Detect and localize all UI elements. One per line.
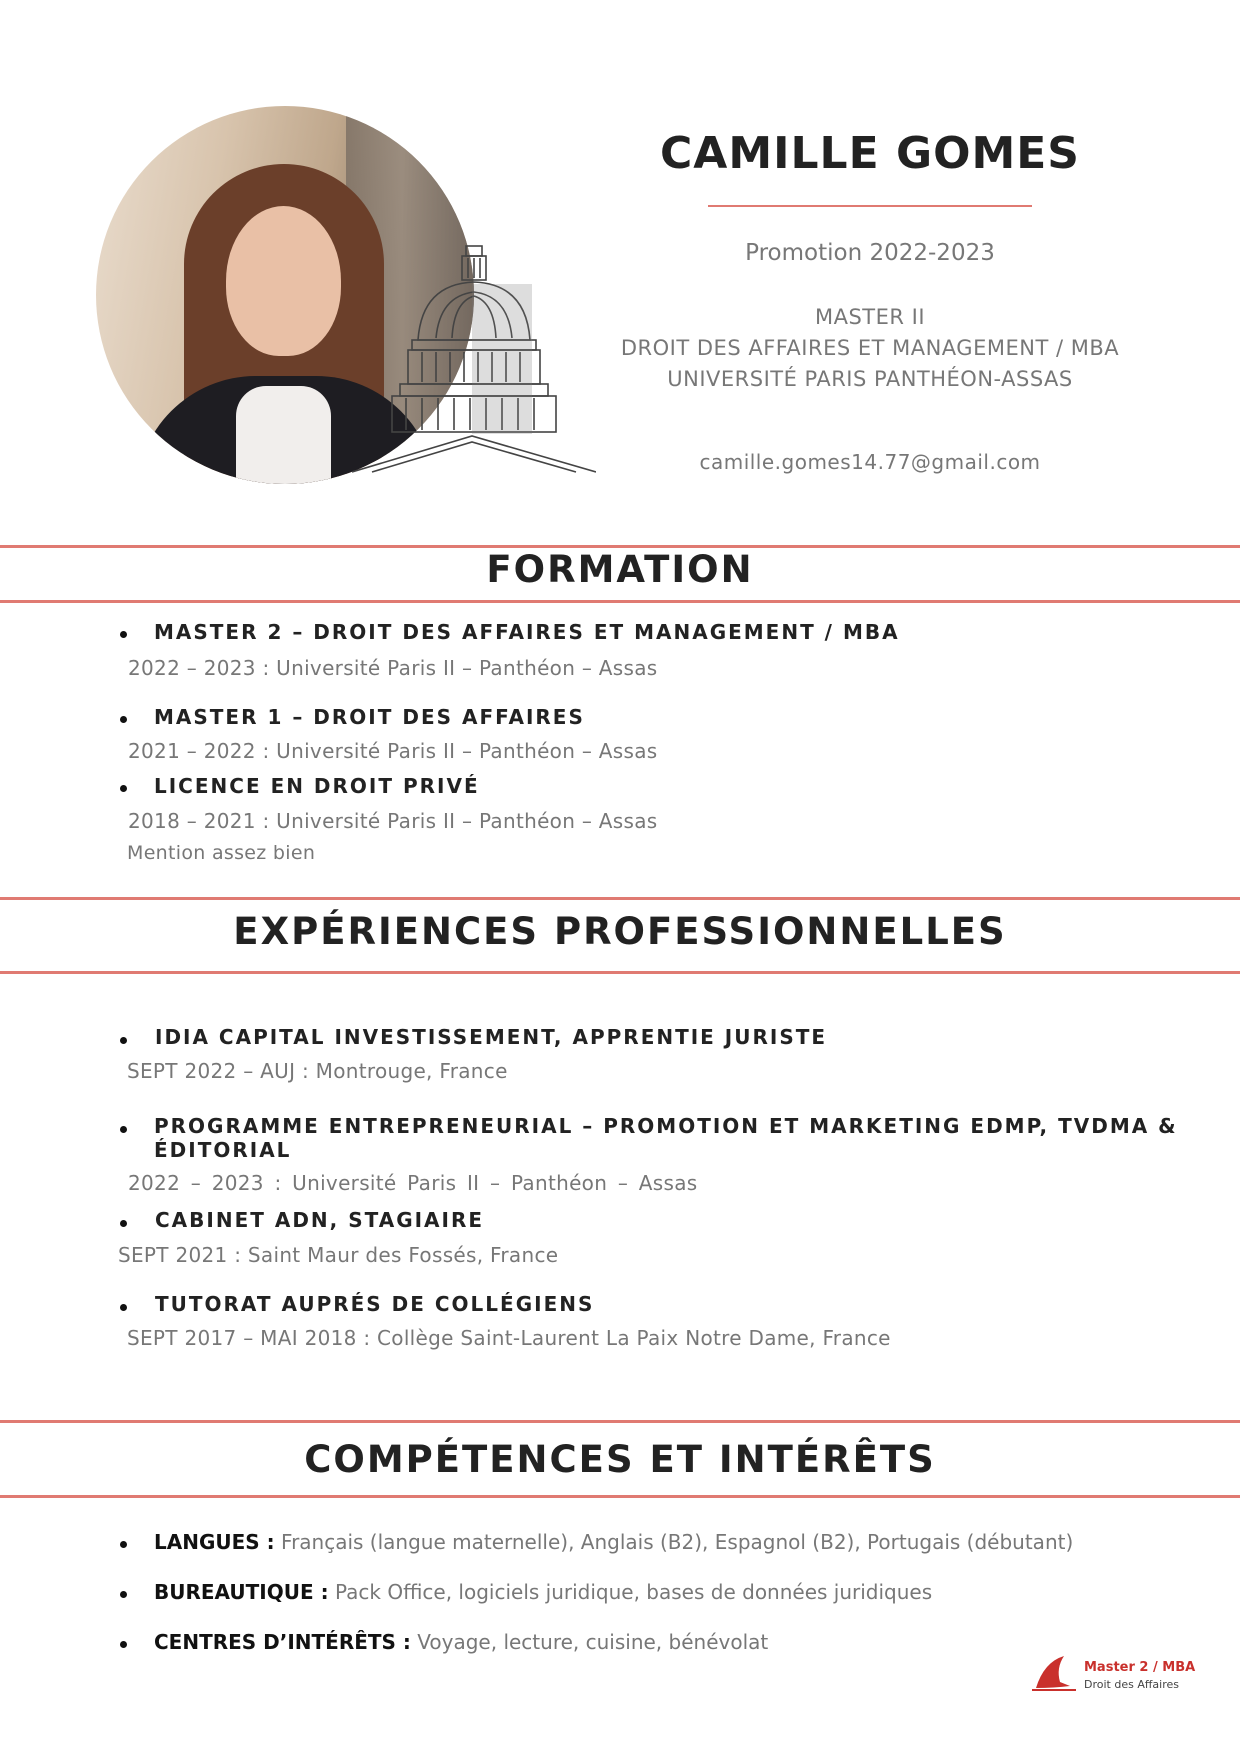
experience-detail: 2022 – 2023 : Université Paris II – Panthéon – Assas [128, 1171, 698, 1195]
bullet-icon [120, 1304, 127, 1311]
bullet-icon [120, 1037, 127, 1044]
experience-title-cont: ÉDITORIAL [154, 1138, 292, 1162]
program-block [600, 302, 1140, 395]
experience-detail: SEPT 2021 : Saint Maur des Fossés, France [118, 1243, 559, 1267]
skill-label: CENTRES D’INTÉRÊTS : [154, 1630, 411, 1654]
skill-row [154, 1630, 768, 1654]
email-link[interactable]: camille.gomes14.77@gmail.com [699, 450, 1041, 474]
experience-detail: SEPT 2017 – MAI 2018 : Collège Saint-Laurent La Paix Notre Dame, France [127, 1326, 891, 1350]
pantheon-dome-illustration [352, 240, 596, 474]
bullet-icon [120, 716, 127, 723]
program-line: MASTER II [814, 305, 926, 329]
section-title-competences: COMPÉTENCES ET INTÉRÊTS [304, 1438, 936, 1481]
promotion-label: Promotion 2022-2023 [745, 240, 995, 266]
program-line: UNIVERSITÉ PARIS PANTHÉON-ASSAS [667, 367, 1073, 391]
bullet-icon [120, 1126, 127, 1133]
section-rule [0, 971, 1240, 974]
experience-title: TUTORAT AUPRÉS DE COLLÉGIENS [155, 1292, 595, 1316]
section-rule [0, 600, 1240, 603]
section-title-formation: FORMATION [486, 548, 754, 591]
formation-title: MASTER 2 – DROIT DES AFFAIRES ET MANAGEMENT / MBA [154, 620, 900, 644]
formation-detail: 2018 – 2021 : Université Paris II – Panthéon – Assas [128, 809, 658, 833]
name-divider [708, 205, 1032, 207]
skill-label: BUREAUTIQUE : [154, 1580, 329, 1604]
candidate-name: CAMILLE GOMES [660, 128, 1080, 179]
bullet-icon [120, 1641, 127, 1648]
bullet-icon [120, 631, 127, 638]
skill-row [154, 1530, 1073, 1554]
bullet-icon [120, 1541, 127, 1548]
logo-line-2: Droit des Affaires [1084, 1678, 1180, 1691]
skill-label: LANGUES : [154, 1530, 275, 1554]
section-rule [0, 1495, 1240, 1498]
formation-detail: 2022 – 2023 : Université Paris II – Panthéon – Assas [128, 656, 658, 680]
formation-title: MASTER 1 – DROIT DES AFFAIRES [154, 705, 585, 729]
experience-title: PROGRAMME ENTREPRENEURIAL – PROMOTION ET MARKETING EDMP, TVDMA & [154, 1114, 1178, 1138]
bullet-icon [120, 785, 127, 792]
skill-value: Français (langue maternelle), Anglais (B2), Espagnol (B2), Portugais (débutant) [281, 1530, 1074, 1554]
section-rule [0, 897, 1240, 900]
bullet-icon [120, 1591, 127, 1598]
experience-title: IDIA CAPITAL INVESTISSEMENT, APPRENTIE JURISTE [155, 1025, 828, 1049]
formation-note: Mention assez bien [127, 842, 316, 864]
logo-line-1: Master 2 / MBA [1084, 1660, 1196, 1675]
formation-detail: 2021 – 2022 : Université Paris II – Panthéon – Assas [128, 739, 658, 763]
experience-title: CABINET ADN, STAGIAIRE [155, 1208, 485, 1232]
skill-value: Voyage, lecture, cuisine, bénévolat [417, 1630, 769, 1654]
section-rule [0, 1420, 1240, 1423]
section-title-experiences: EXPÉRIENCES PROFESSIONNELLES [233, 910, 1007, 953]
formation-title: LICENCE EN DROIT PRIVÉ [154, 774, 480, 798]
skill-value: Pack Office, logiciels juridique, bases de données juridiques [334, 1580, 933, 1604]
bullet-icon [120, 1220, 127, 1227]
experience-detail: SEPT 2022 – AUJ : Montrouge, France [127, 1059, 508, 1083]
skill-row [154, 1580, 932, 1604]
program-line: DROIT DES AFFAIRES ET MANAGEMENT / MBA [620, 336, 1120, 360]
